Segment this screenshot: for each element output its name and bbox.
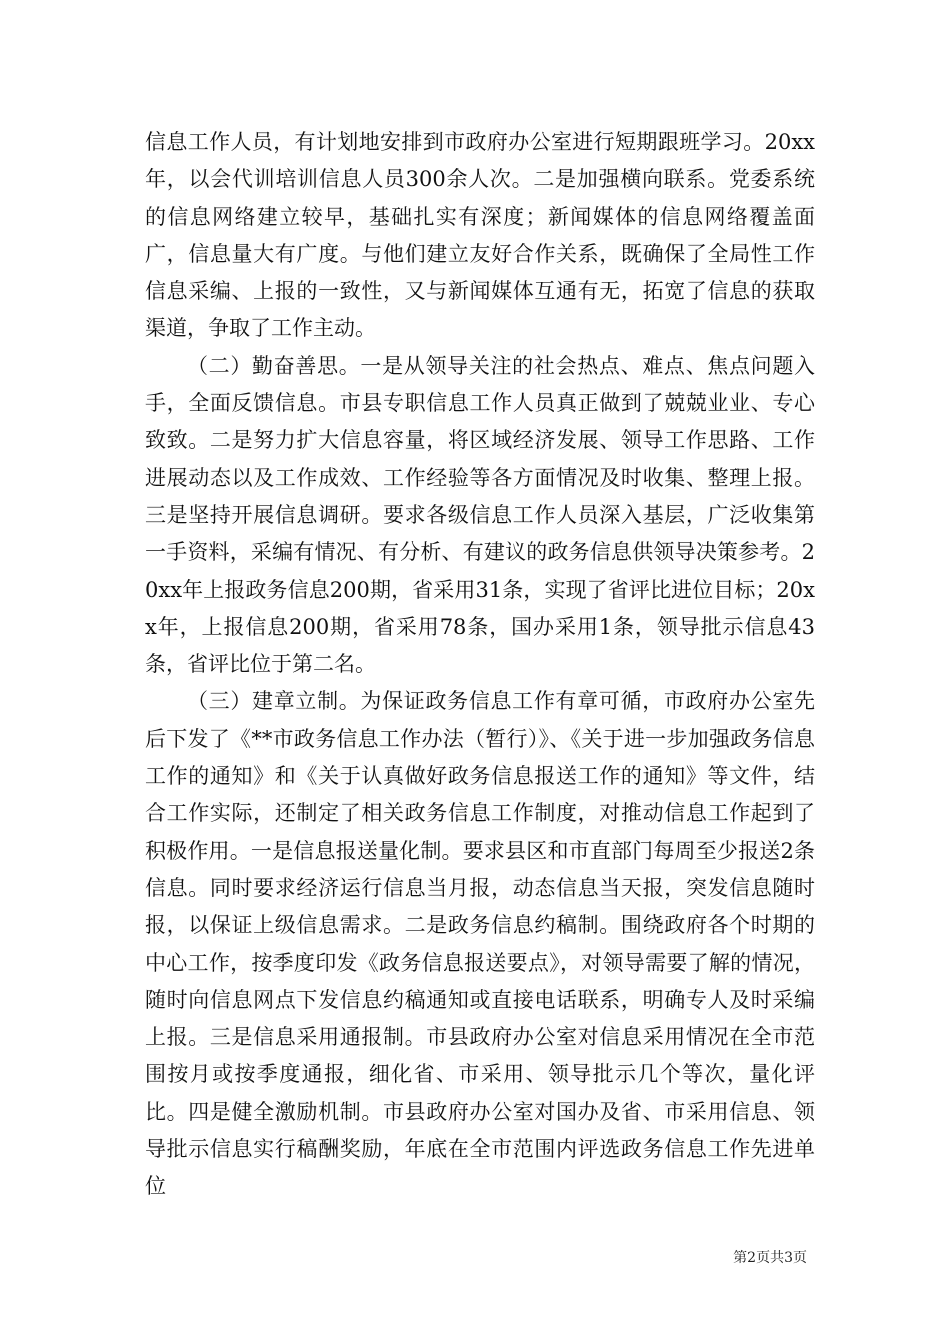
paragraph-3: （三）建章立制。为保证政务信息工作有章可循，市政府办公室先后下发了《**市政务信息工作办法（暂行）》、《关于进一步加强政务信息工作的通知》和《关于认真做好政务信息报送工作的通知》等文件，结合工作实际，还制定了相关政务信息工作制度，对推动信息工作起到了积极作用。一是信息报送量化制。要求县区和市直部门每周至少报送2条信息。同时要求经济运行信息当月报，动态信息当天报，突发信息随时报，以保证上级信息需求。二是政务信息约稿制。围绕政府各个时期的中心工作，按季度印发《政务信息报送要点》，对领导需要了解的情况，随时向信息网点下发信息约稿通知或直接电话联系，明确专人及时采编上报。三是信息采用通报制。市县政府办公室对信息采用情况在全市范围按月或按季度通报，细化省、市采用、领导批示几个等次，量化评比。四是健全激励机制。市县政府办公室对国办及省、市采用信息、领导批示信息实行稿酬奖励，年底在全市范围内评选政务信息工作先进单位: [145, 689, 815, 1199]
page-number-footer: 第2页共3页: [733, 1250, 807, 1266]
paragraph-1: 信息工作人员，有计划地安排到市政府办公室进行短期跟班学习。20xx年，以会代训培训信息人员300余人次。二是加强横向联系。党委系统的信息网络建立较早，基础扎实有深度；新闻媒体的信息网络覆盖面广，信息量大有广度。与他们建立友好合作关系，既确保了全局性工作信息采编、上报的一致性，又与新闻媒体互通有无，拓宽了信息的获取渠道，争取了工作主动。: [145, 130, 815, 341]
paragraph-2: （二）勤奋善思。一是从领导关注的社会热点、难点、焦点问题入手，全面反馈信息。市县专职信息工作人员真正做到了兢兢业业、专心致致。二是努力扩大信息容量，将区域经济发展、领导工作思路、工作进展动态以及工作成效、工作经验等各方面情况及时收集、整理上报。三是坚持开展信息调研。要求各级信息工作人员深入基层，广泛收集第一手资料，采编有情况、有分析、有建议的政务信息供领导决策参考。20xx年上报政务信息200期，省采用31条，实现了省评比进位目标；20xx年，上报信息200期，省采用78条，国办采用1条，领导批示信息43条，省评比位于第二名。: [145, 353, 815, 677]
document-body: [145, 124, 815, 1206]
